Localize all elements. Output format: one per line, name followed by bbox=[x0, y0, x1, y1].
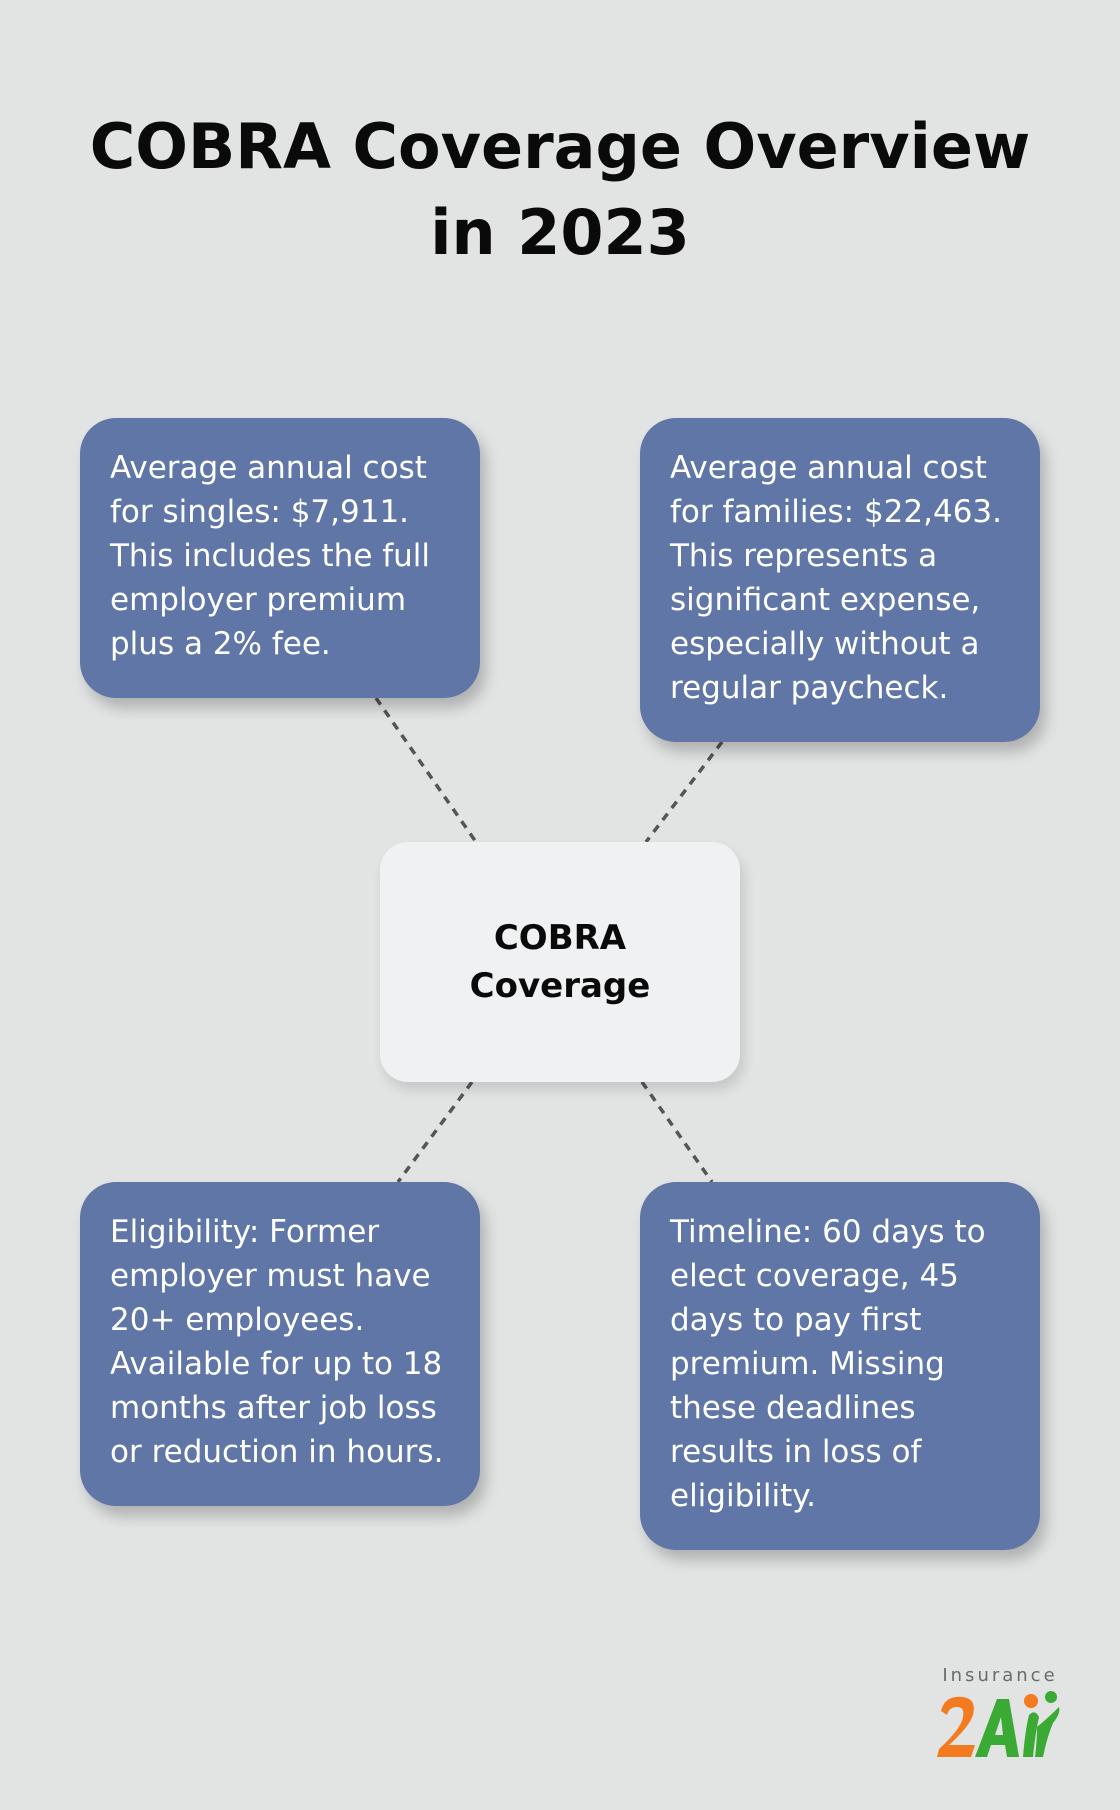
card-eligibility bbox=[80, 1182, 480, 1506]
logo-wordmark: Insurance bbox=[942, 1665, 1058, 1686]
card-eligibility-text: Eligibility: Former employer must have 20+ employees. Available for up to 18 months after job loss or reduction in hours. bbox=[110, 1214, 444, 1470]
page-title: COBRA Coverage Overview in 2023 bbox=[89, 110, 1031, 269]
connector-top-left bbox=[376, 698, 476, 842]
center-node-label: COBRA Coverage bbox=[469, 918, 651, 1006]
card-timeline-text: Timeline: 60 days to elect coverage, 45 days to pay first premium. Missing these deadlines results in loss of eligibility. bbox=[670, 1214, 986, 1514]
card-timeline bbox=[640, 1182, 1040, 1550]
insurance2ai-logo bbox=[935, 1665, 1065, 1765]
connector-bottom-right bbox=[642, 1082, 712, 1182]
card-singles-cost bbox=[80, 418, 480, 698]
logo-mark-icon bbox=[935, 1687, 1065, 1765]
connector-bottom-left bbox=[398, 1082, 472, 1182]
connector-top-right bbox=[646, 742, 722, 842]
card-families-cost bbox=[640, 418, 1040, 742]
card-singles-cost-text: Average annual cost for singles: $7,911. This includes the full employer premium plus a 2% fee. bbox=[110, 450, 431, 662]
card-families-cost-text: Average annual cost for families: $22,463. This represents a significant expense, especially without a regular paycheck. bbox=[670, 450, 1002, 706]
center-node bbox=[380, 842, 740, 1082]
